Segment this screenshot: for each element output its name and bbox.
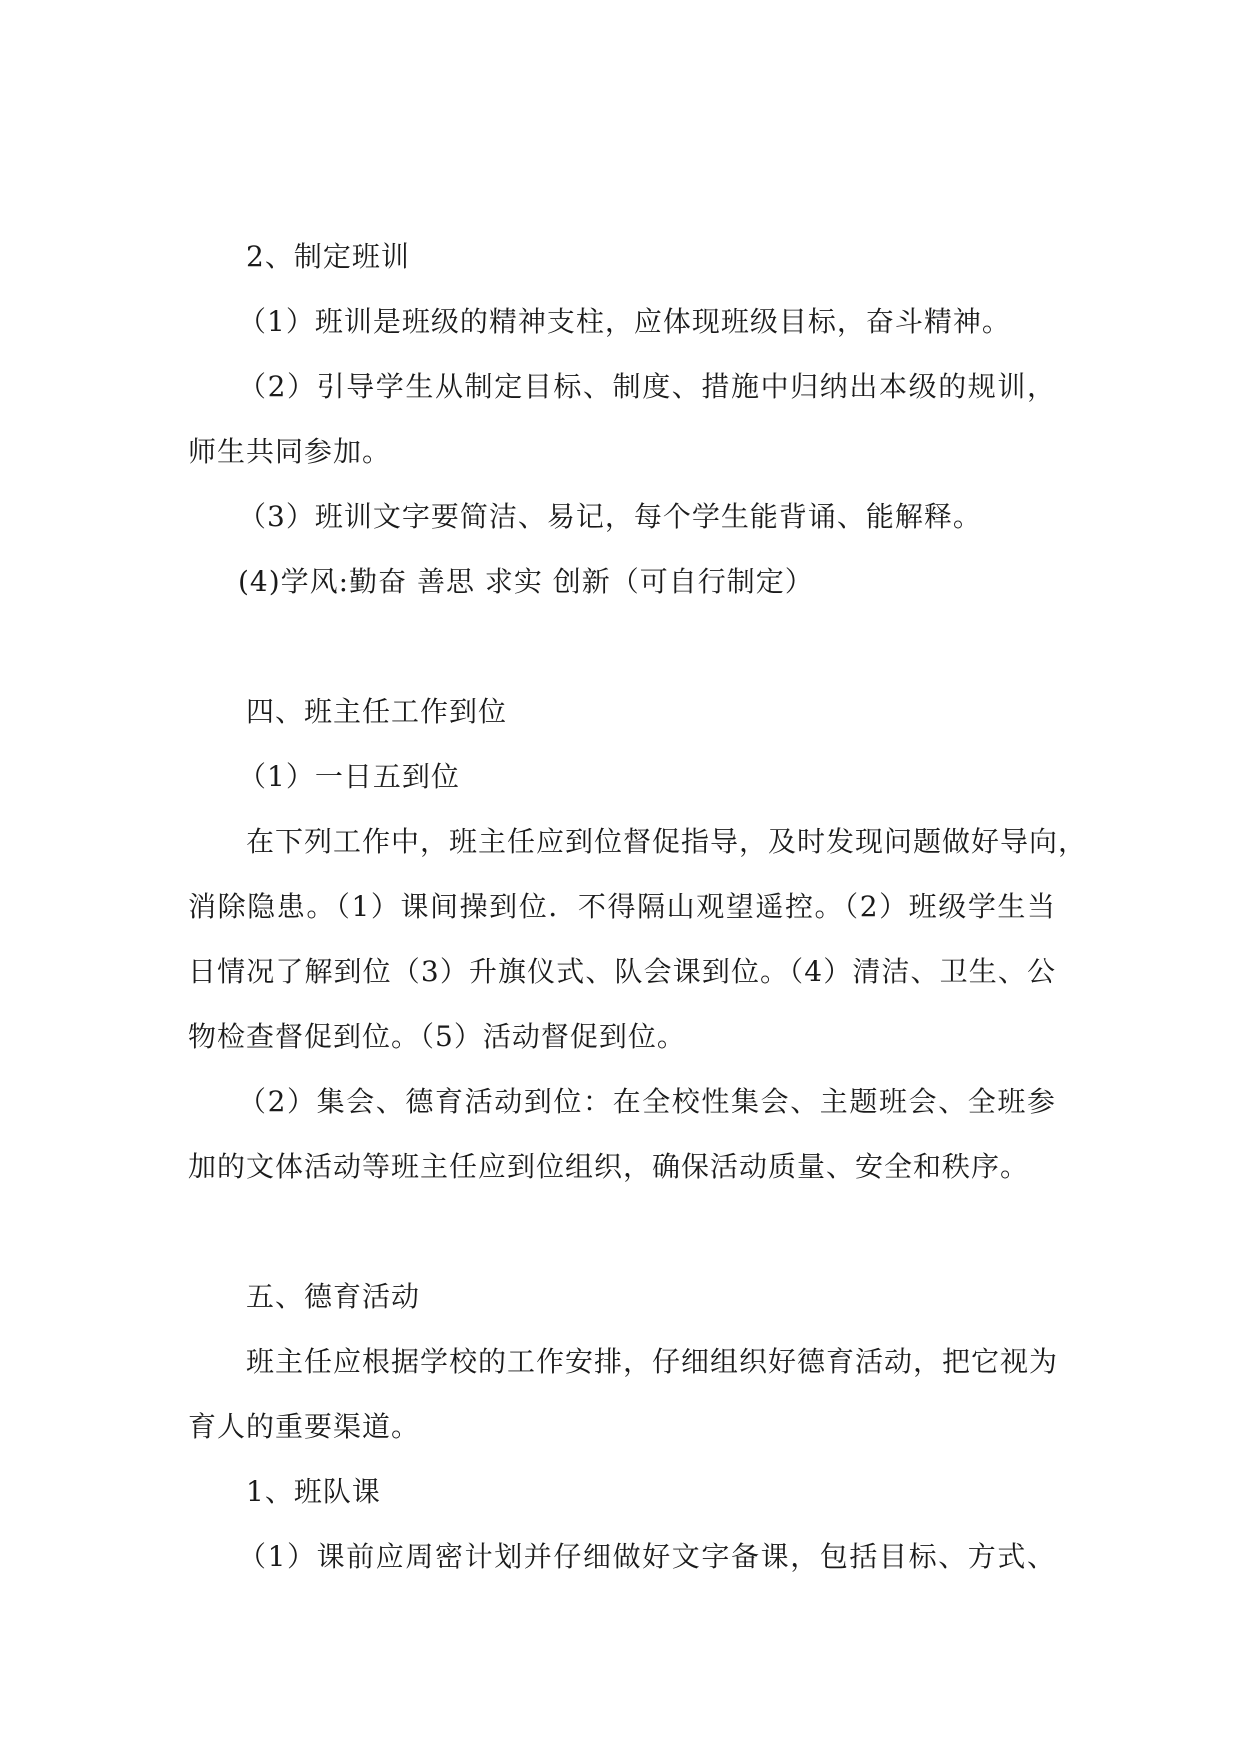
paragraph-line: （1）班训是班级的精神支柱，应体现班级目标，奋斗精神。 bbox=[238, 305, 1011, 338]
document-body bbox=[188, 224, 1088, 1589]
paragraph-line: 育人的重要渠道。 bbox=[188, 1410, 421, 1443]
paragraph-line: 师生共同参加。 bbox=[188, 435, 392, 468]
subheading-line: （1）一日五到位 bbox=[238, 760, 460, 793]
paragraph-line: 消除隐患。（1）课间操到位．不得隔山观望遥控。（2）班级学生当 bbox=[188, 890, 1056, 923]
paragraph-line: 班主任应根据学校的工作安排，仔细组织好德育活动，把它视为 bbox=[246, 1345, 1059, 1378]
section-gap bbox=[188, 1199, 1056, 1264]
paragraph-line: 日情况了解到位（3）升旗仪式、队会课到位。（4）清洁、卫生、公 bbox=[188, 955, 1056, 988]
section-heading-teacher-duty: 四、班主任工作到位 bbox=[246, 695, 508, 728]
paragraph-line: 在下列工作中，班主任应到位督促指导，及时发现问题做好导向， bbox=[246, 825, 1088, 858]
paragraph-line: 加的文体活动等班主任应到位组织，确保活动质量、安全和秩序。 bbox=[188, 1150, 1030, 1183]
section-gap bbox=[188, 614, 1056, 679]
paragraph-line: （2）引导学生从制定目标、制度、措施中归纳出本级的规训， bbox=[238, 370, 1056, 403]
paragraph-line: （3）班训文字要简洁、易记，每个学生能背诵、能解释。 bbox=[238, 500, 982, 533]
paragraph-line: 物检查督促到位。（5）活动督促到位。 bbox=[188, 1020, 686, 1053]
section-heading-class-motto: 2、制定班训 bbox=[246, 240, 410, 273]
paragraph-line: （2）集会、德育活动到位：在全校性集会、主题班会、全班参 bbox=[238, 1085, 1056, 1118]
section-heading-moral-activities: 五、德育活动 bbox=[246, 1280, 421, 1313]
subheading-class-meeting: 1、班队课 bbox=[246, 1475, 381, 1508]
paragraph-line: (4)学风:勤奋 善思 求实 创新（可自行制定） bbox=[238, 565, 814, 598]
paragraph-line: （1）课前应周密计划并仔细做好文字备课，包括目标、方式、 bbox=[238, 1540, 1056, 1573]
